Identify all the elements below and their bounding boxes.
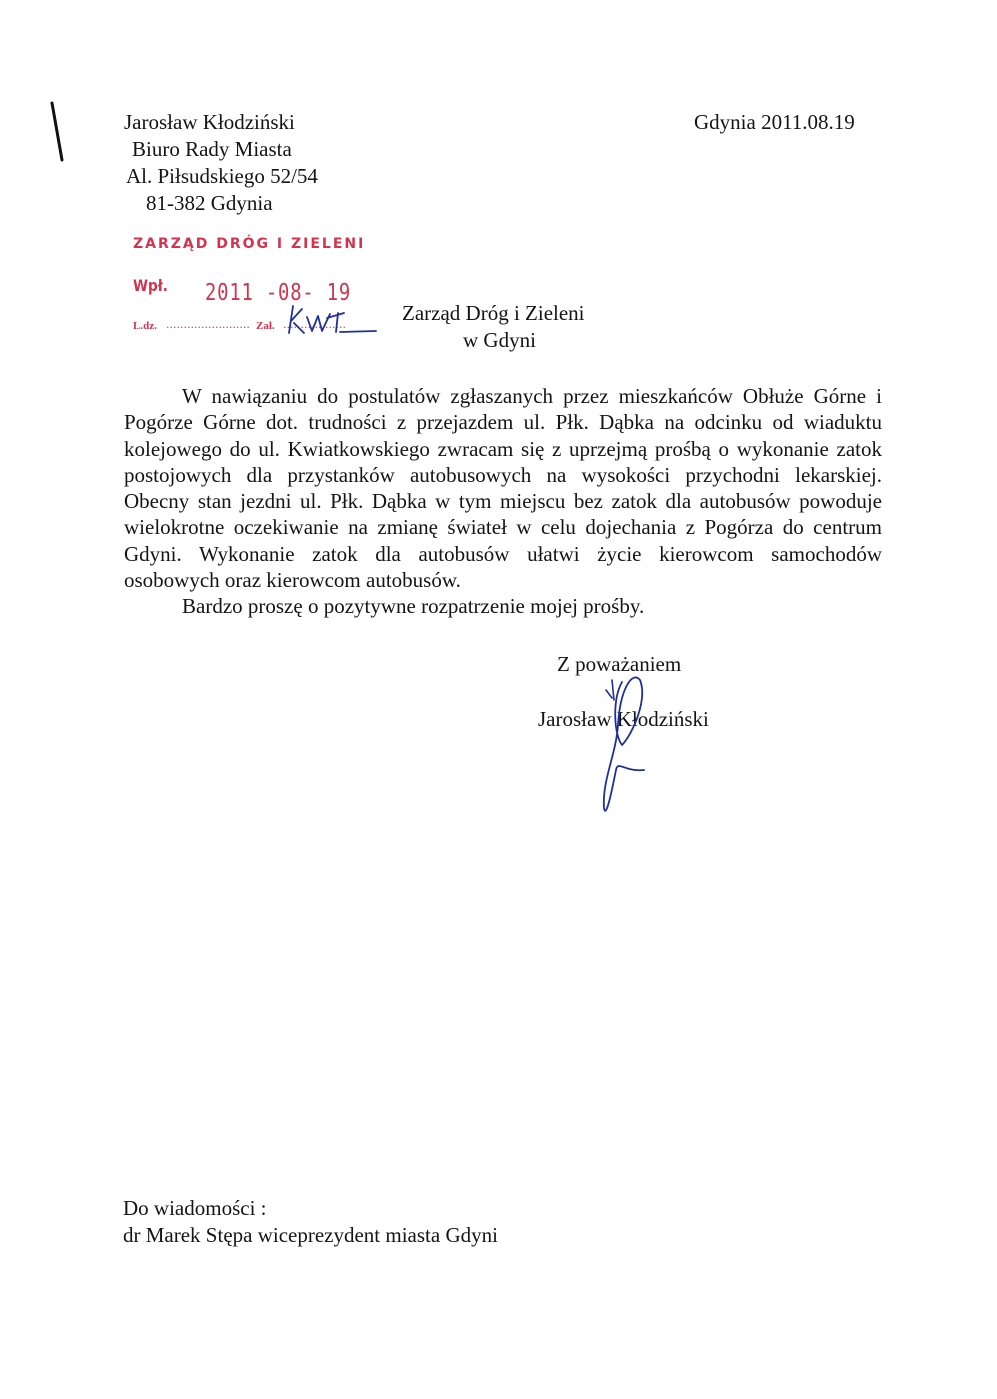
recipient-city: w Gdyni — [463, 328, 536, 352]
cc-label: Do wiadomości : — [123, 1196, 267, 1220]
stamp-ldz-label: L.dz. — [133, 320, 157, 332]
sender-city: 81-382 Gdynia — [146, 191, 273, 215]
stamp-zal-label: Zał. — [256, 320, 275, 332]
sender-street: Al. Piłsudskiego 52/54 — [126, 164, 318, 188]
stamp-zal-dots: .................. — [283, 318, 346, 331]
closing-name: Jarosław Kłodziński — [538, 707, 709, 731]
stamp-received-date: 2011 -08- 19 — [205, 280, 352, 306]
stamp-received-label: Wpł. — [133, 276, 168, 295]
closing-salutation: Z poważaniem — [557, 652, 682, 676]
cc-person: dr Marek Stępa wiceprezydent miasta Gdyni — [123, 1223, 498, 1247]
recipient-name: Zarząd Dróg i Zieleni — [402, 301, 585, 325]
body-paragraph-1: W nawiązaniu do postulatów zgłaszanych przez mieszkańców Obłuże Górne i Pogórze Górne dot. trudności z przejazdem ul. Płk. Dąbka na odcinku od wiaduktu kolejowego do ul. Kwiatkowskiego zwracam się z uprzejmą prośbą o wykonanie zatok postojowych dla przystanków autobusowych na wysokości przychodni lekarskiej. Obecny stan jezdni ul. Płk. Dąbka w tym miejscu bez zatok dla autobusów powoduje wielokrotne oczekiwanie na zmianę świateł w celu dojechania z Pogórza do centrum Gdyni. Wykonanie zatok dla autobusów ułatwi życie kierowcom samochodów osobowych oraz kierowcom autobusów. — [124, 384, 882, 593]
stamp-ldz-dots: ........................ — [166, 318, 250, 331]
sender-name: Jarosław Kłodziński — [124, 110, 295, 134]
body-paragraph-2: Bardzo proszę o pozytywne rozpatrzenie mojej prośby. — [182, 594, 645, 619]
letter-body — [124, 383, 882, 620]
place-date: Gdynia 2011.08.19 — [694, 110, 855, 134]
sender-office: Biuro Rady Miasta — [132, 137, 292, 161]
stamp-organization: ZARZĄD DRÓG I ZIELENI — [133, 236, 366, 252]
